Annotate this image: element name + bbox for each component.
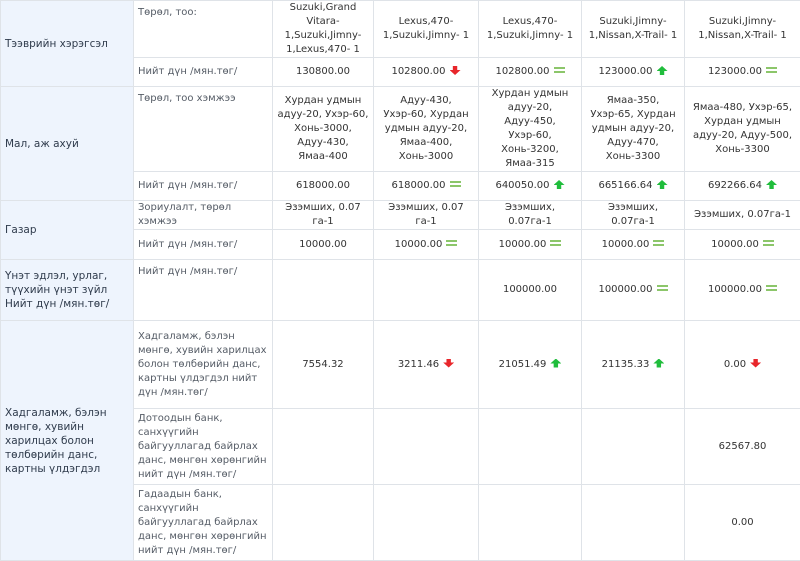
savings-total-cell — [479, 321, 582, 409]
vehicle-total-value: 123000.00 — [598, 66, 652, 77]
vehicle-total-cell — [685, 58, 800, 87]
vehicle-total-value: 123000.00 — [708, 66, 762, 77]
vehicle-total-cell — [582, 58, 685, 87]
arrow-up-icon — [653, 359, 664, 368]
foreign-bank-cell — [685, 485, 800, 561]
domestic-bank-cell — [273, 409, 374, 485]
land-total-value: 10000.00 — [602, 239, 650, 250]
valuables-total-cell — [479, 260, 582, 321]
savings-total-cell — [374, 321, 479, 409]
category-livestock: Мал, аж ахуй — [1, 87, 134, 201]
arrow-up-icon — [550, 359, 561, 368]
equal-icon — [450, 181, 461, 189]
valuables-total-value: 100000.00 — [503, 284, 557, 295]
savings-total-label: Хадгаламж, бэлэн мөнгө, хувийн харилцах болон төлбөрийн данс, картны үлдэгдэл нийт дүн /мян.төг/ — [134, 321, 273, 409]
foreign-bank-cell — [374, 485, 479, 561]
arrow-up-icon — [766, 180, 777, 189]
vehicle-total-label: Нийт дүн /мян.төг/ — [134, 58, 273, 87]
livestock-total-value: 640050.00 — [495, 180, 549, 191]
arrow-down-icon — [443, 359, 454, 368]
livestock-total-cell — [374, 172, 479, 201]
savings-total-row — [1, 321, 800, 409]
land-total-cell — [273, 230, 374, 260]
land-purpose-cell: Эзэмших, 0.07 га-1 — [273, 201, 374, 230]
domestic-bank-cell — [374, 409, 479, 485]
vehicle-total-cell — [479, 58, 582, 87]
foreign-bank-cell — [479, 485, 582, 561]
savings-total-cell — [685, 321, 800, 409]
vehicle-type-cell: Suzuki,Grand Vitara-1,Suzuki,Jimny-1,Lexus,470- 1 — [273, 1, 374, 58]
foreign-bank-cell — [582, 485, 685, 561]
foreign-bank-cell — [273, 485, 374, 561]
arrow-up-icon — [657, 180, 668, 189]
equal-icon — [766, 67, 777, 75]
savings-total-value: 0.00 — [724, 359, 746, 370]
vehicle-type-row — [1, 1, 800, 58]
valuables-total-cell — [374, 260, 479, 321]
land-total-value: 10000.00 — [395, 239, 443, 250]
foreign-bank-value: 0.00 — [731, 517, 753, 528]
livestock-type-cell: Адуу-430, Ухэр-60, Хурдан удмын адуу-20, Ямаа-400, Хонь-3000 — [374, 87, 479, 172]
livestock-type-row — [1, 87, 800, 172]
livestock-type-label: Төрөл, тоо хэмжээ — [134, 87, 273, 172]
equal-icon — [657, 285, 668, 293]
vehicle-total-value: 130800.00 — [296, 66, 350, 77]
livestock-total-cell — [479, 172, 582, 201]
valuables-total-value: 100000.00 — [598, 284, 652, 295]
arrow-up-icon — [554, 180, 565, 189]
valuables-total-label: Нийт дүн /мян.төг/ — [134, 260, 273, 321]
livestock-total-value: 618000.00 — [296, 180, 350, 191]
land-total-cell — [685, 230, 800, 260]
domestic-bank-cell — [479, 409, 582, 485]
equal-icon — [554, 67, 565, 75]
arrow-down-icon — [450, 66, 461, 75]
livestock-total-cell — [685, 172, 800, 201]
valuables-total-row — [1, 260, 800, 321]
domestic-bank-cell — [685, 409, 800, 485]
savings-total-value: 21051.49 — [499, 359, 547, 370]
vehicle-total-cell — [374, 58, 479, 87]
arrow-down-icon — [750, 359, 761, 368]
savings-total-value: 21135.33 — [602, 359, 650, 370]
livestock-total-value: 618000.00 — [391, 180, 445, 191]
land-purpose-label: Зориулалт, төрөл хэмжээ — [134, 201, 273, 230]
domestic-bank-label: Дотоодын банк, санхүүгийн байгууллагад байрлах данс, мөнгөн хөрөнгийн нийт дүн /мян.төг/ — [134, 409, 273, 485]
category-savings: Хадгаламж, бэлэн мөнгө, хувийн харилцах болон төлбөрийн данс, картны үлдэгдэл — [1, 321, 134, 561]
livestock-total-cell — [582, 172, 685, 201]
savings-total-value: 3211.46 — [398, 359, 439, 370]
land-purpose-row — [1, 201, 800, 230]
vehicle-type-label: Төрөл, тоо: — [134, 1, 273, 58]
valuables-total-value: 100000.00 — [708, 284, 762, 295]
land-total-cell — [582, 230, 685, 260]
savings-total-cell — [582, 321, 685, 409]
vehicle-type-cell: Lexus,470-1,Suzuki,Jimny- 1 — [479, 1, 582, 58]
equal-icon — [550, 240, 561, 248]
foreign-bank-label: Гадаадын банк, санхүүгийн байгууллагад байрлах данс, мөнгөн хөрөнгийн нийт дүн /мян.төг/ — [134, 485, 273, 561]
vehicle-type-cell: Suzuki,Jimny-1,Nissan,X-Trail- 1 — [685, 1, 800, 58]
livestock-type-cell: Ямаа-350, Ухэр-65, Хурдан удмын адуу-20, Адуу-470, Хонь-3300 — [582, 87, 685, 172]
domestic-bank-value: 62567.80 — [719, 441, 767, 452]
vehicle-total-value: 102800.00 — [391, 66, 445, 77]
land-purpose-cell: Эзэмших, 0.07га-1 — [582, 201, 685, 230]
valuables-total-cell — [685, 260, 800, 321]
vehicle-type-cell: Lexus,470-1,Suzuki,Jimny- 1 — [374, 1, 479, 58]
land-total-label: Нийт дүн /мян.төг/ — [134, 230, 273, 260]
valuables-total-cell — [582, 260, 685, 321]
domestic-bank-cell — [582, 409, 685, 485]
category-vehicles: Тээврийн хэрэгсэл — [1, 1, 134, 87]
valuables-total-cell — [273, 260, 374, 321]
land-total-value: 10000.00 — [711, 239, 759, 250]
livestock-total-value: 692266.64 — [708, 180, 762, 191]
livestock-total-value: 665166.64 — [598, 180, 652, 191]
livestock-type-cell: Хурдан удмын адуу-20, Ухэр-60, Хонь-3000, Адуу-430, Ямаа-400 — [273, 87, 374, 172]
vehicle-type-cell: Suzuki,Jimny-1,Nissan,X-Trail- 1 — [582, 1, 685, 58]
category-land: Газар — [1, 201, 134, 260]
equal-icon — [766, 285, 777, 293]
land-purpose-cell: Эзэмших, 0.07 га-1 — [374, 201, 479, 230]
livestock-type-cell: Ямаа-480, Ухэр-65, Хурдан удмын адуу-20, Адуу-500, Хонь-3300 — [685, 87, 800, 172]
savings-total-cell — [273, 321, 374, 409]
land-total-cell — [374, 230, 479, 260]
livestock-type-cell: Хурдан удмын адуу-20, Адуу-450, Ухэр-60, Хонь-3200, Ямаа-315 — [479, 87, 582, 172]
land-total-cell — [479, 230, 582, 260]
livestock-total-cell — [273, 172, 374, 201]
vehicle-total-value: 102800.00 — [495, 66, 549, 77]
land-purpose-cell: Эзэмших, 0.07га-1 — [479, 201, 582, 230]
land-purpose-cell: Эзэмших, 0.07га-1 — [685, 201, 800, 230]
vehicle-total-cell — [273, 58, 374, 87]
savings-total-value: 7554.32 — [302, 359, 343, 370]
land-total-value: 10000.00 — [299, 239, 347, 250]
livestock-total-label: Нийт дүн /мян.төг/ — [134, 172, 273, 201]
equal-icon — [653, 240, 664, 248]
equal-icon — [763, 240, 774, 248]
equal-icon — [446, 240, 457, 248]
land-total-value: 10000.00 — [499, 239, 547, 250]
arrow-up-icon — [657, 66, 668, 75]
category-valuables: Үнэт эдлэл, урлаг, түүхийн үнэт зүйл Нийт дүн /мян.төг/ — [1, 260, 134, 321]
